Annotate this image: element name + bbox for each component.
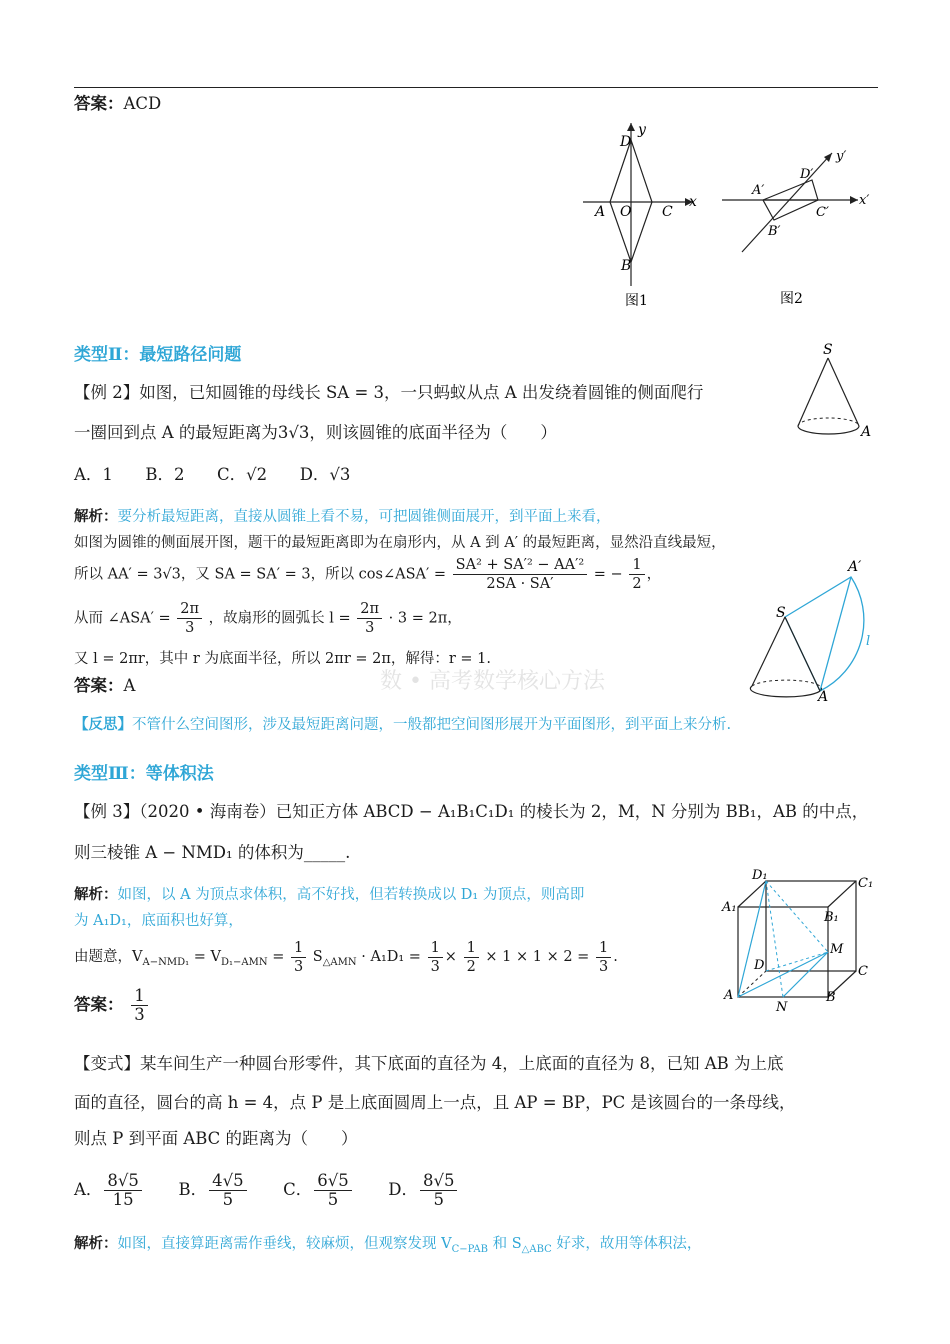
- cube-label-d: D: [754, 958, 765, 973]
- variant-line1: 【变式】某车间生产一种圆台形零件，其下底面的直径为 4，上底面的直径为 8，已知 AB 为上底: [74, 1054, 784, 1073]
- section2-analysis-l3: 所以 AA′ = 3√3，又 SA = SA′ = 3，所以 cos∠ASA′ = $\frac{\text{SA² + SA′² − AA′²}}{2SA \cdot SA'}$ = − $\frac{1}{2}$ ，: [74, 557, 662, 592]
- cone-label-s: S: [823, 342, 833, 358]
- variant-line3: 则点 P 到平面 ABC 的距离为（ ）: [74, 1129, 358, 1148]
- variant-option-b: B． $\frac{4√5}{5}$: [178, 1180, 248, 1199]
- sector-label-l: l: [866, 634, 871, 649]
- fig2-label-b: B′: [768, 224, 781, 239]
- section3-analysis-hint1: 解析：如图，以 A 为顶点求体积，高不好找，但若转换成以 D₁ 为顶点，则高即: [74, 886, 585, 903]
- section3-analysis-hint2: 为 A₁D₁，底面积也好算，: [74, 913, 243, 929]
- section2-stem-line1: 【例 2】如图，已知圆锥的母线长 SA = 3，一只蚂蚁从点 A 出发绕着圆锥的侧面爬行: [74, 383, 704, 402]
- option-b: B．2: [145, 465, 185, 484]
- section3-volume-calc: 由题意，$V_{A-NMD_1} = V_{D_1-AMN}$ = $\frac{1}{3}$ $S_{\triangle AMN} \cdot A_1D_1$ = $\frac{1}{3}$ × $\frac{1}{2}$ × 1 × 1 × 2 = $\frac{1}{3}$ .: [74, 939, 618, 975]
- section2-analysis-hint: 解析：要分析最短距离，直接从圆锥上看不易，可把圆锥侧面展开，到平面上来看，: [74, 508, 611, 525]
- variant-options: [74, 1168, 459, 1212]
- fig1-label-c: C: [662, 204, 673, 220]
- variant-option-c: C． $\frac{6√5}{5}$: [283, 1180, 354, 1199]
- section3-heading: 类型Ⅲ：等体积法: [74, 764, 214, 784]
- top-answer: 答案：ACD: [74, 94, 162, 113]
- fig2-label-x: x′: [859, 193, 870, 208]
- section2-heading: 类型Ⅱ：最短路径问题: [74, 345, 242, 365]
- fig2-label-y: y′: [836, 149, 847, 164]
- section2-options: [74, 464, 350, 486]
- fig1-label-x: x: [689, 194, 697, 210]
- fig2-label-c: C′: [816, 205, 829, 220]
- figure-1-rhombus: [575, 118, 705, 313]
- sector-label-a: A: [818, 689, 829, 705]
- watermark: 数 • 高考数学核心方法: [380, 669, 605, 694]
- cube-label-a: A: [724, 988, 734, 1003]
- top-rule: [74, 87, 878, 88]
- section2-analysis-l5: 又 l = 2πr，其中 r 为底面半径，所以 2πr = 2π，解得：r = 1.: [74, 651, 492, 667]
- cube-label-c: C: [858, 964, 868, 979]
- cube-label-c1: C₁: [858, 876, 874, 891]
- cone-figure: [790, 340, 880, 445]
- cube-label-a1: A₁: [722, 900, 737, 915]
- option-a: A．1: [74, 465, 113, 484]
- fig1-label-d: D: [620, 134, 632, 150]
- section2-stem-line2: 一圈回到点 A 的最短距离为3√3，则该圆锥的底面半径为（ ）: [74, 423, 557, 442]
- figure-2-oblique: [718, 140, 878, 315]
- section2-analysis-l4: 从而 ∠ASA′ = $\frac{2\pi}{3}$ ，故扇形的圆弧长 l = $\frac{2\pi}{3}$ · 3 = 2π，: [74, 601, 462, 636]
- section3-stem-line1: 【例 3】（2020 • 海南卷）已知正方体 ABCD − A₁B₁C₁D₁ 的棱长为 2，M，N 分别为 BB₁，AB 的中点，: [74, 802, 869, 821]
- cube-label-d1: D₁: [752, 868, 768, 883]
- fig2-caption: 图2: [780, 291, 803, 307]
- option-d: D．√3: [299, 465, 351, 484]
- fig1-label-o: O: [620, 204, 632, 220]
- section2-analysis-l2: 如图为圆锥的侧面展开图，题干的最短距离即为在扇形内，从 A 到 A′ 的最短距离，显然沿直线最短，: [74, 535, 726, 551]
- cube-label-b1: B₁: [824, 910, 839, 925]
- variant-option-d: D． $\frac{8√5}{5}$: [388, 1180, 459, 1199]
- cube-label-m: M: [830, 942, 844, 957]
- fig1-label-a: A: [595, 204, 606, 220]
- section3-stem-line2: 则三棱锥 A − NMD₁ 的体积为_____.: [74, 843, 351, 862]
- fig1-label-b: B: [621, 258, 632, 274]
- option-c: C．√2: [217, 465, 268, 484]
- sector-label-a-prime: A′: [848, 559, 862, 575]
- sector-development-figure: [740, 555, 885, 705]
- variant-analysis: 解析：如图，直接算距离需作垂线，较麻烦，但观察发现 $V_{C-PAB}$ 和 $S_{\triangle ABC}$ 好求，故用等体积法，: [74, 1235, 702, 1255]
- variant-option-a: A． $\frac{8√5}{15}$: [74, 1180, 144, 1199]
- fig1-label-y: y: [638, 122, 646, 138]
- cube-figure: [718, 865, 878, 1015]
- cube-label-n: N: [776, 1000, 788, 1015]
- section2-answer: 答案：A: [74, 676, 136, 695]
- reflection: 【反思】不管什么空间图形，涉及最短距离问题，一般都把空间图形展开为平面图形，到平面上来分析.: [74, 716, 732, 733]
- fig1-caption: 图1: [625, 293, 648, 309]
- cone-label-a: A: [861, 424, 872, 440]
- fig2-label-a: A′: [752, 183, 765, 198]
- sector-label-s: S: [776, 605, 786, 621]
- section3-answer: 答案： $\frac{1}{3}$: [74, 985, 150, 1025]
- variant-line2: 面的直径，圆台的高 h = 4，点 P 是上底面圆周上一点，且 AP = BP，PC 是该圆台的一条母线，: [74, 1093, 796, 1112]
- fig2-label-d: D′: [800, 167, 814, 182]
- cube-label-b: B: [826, 990, 836, 1005]
